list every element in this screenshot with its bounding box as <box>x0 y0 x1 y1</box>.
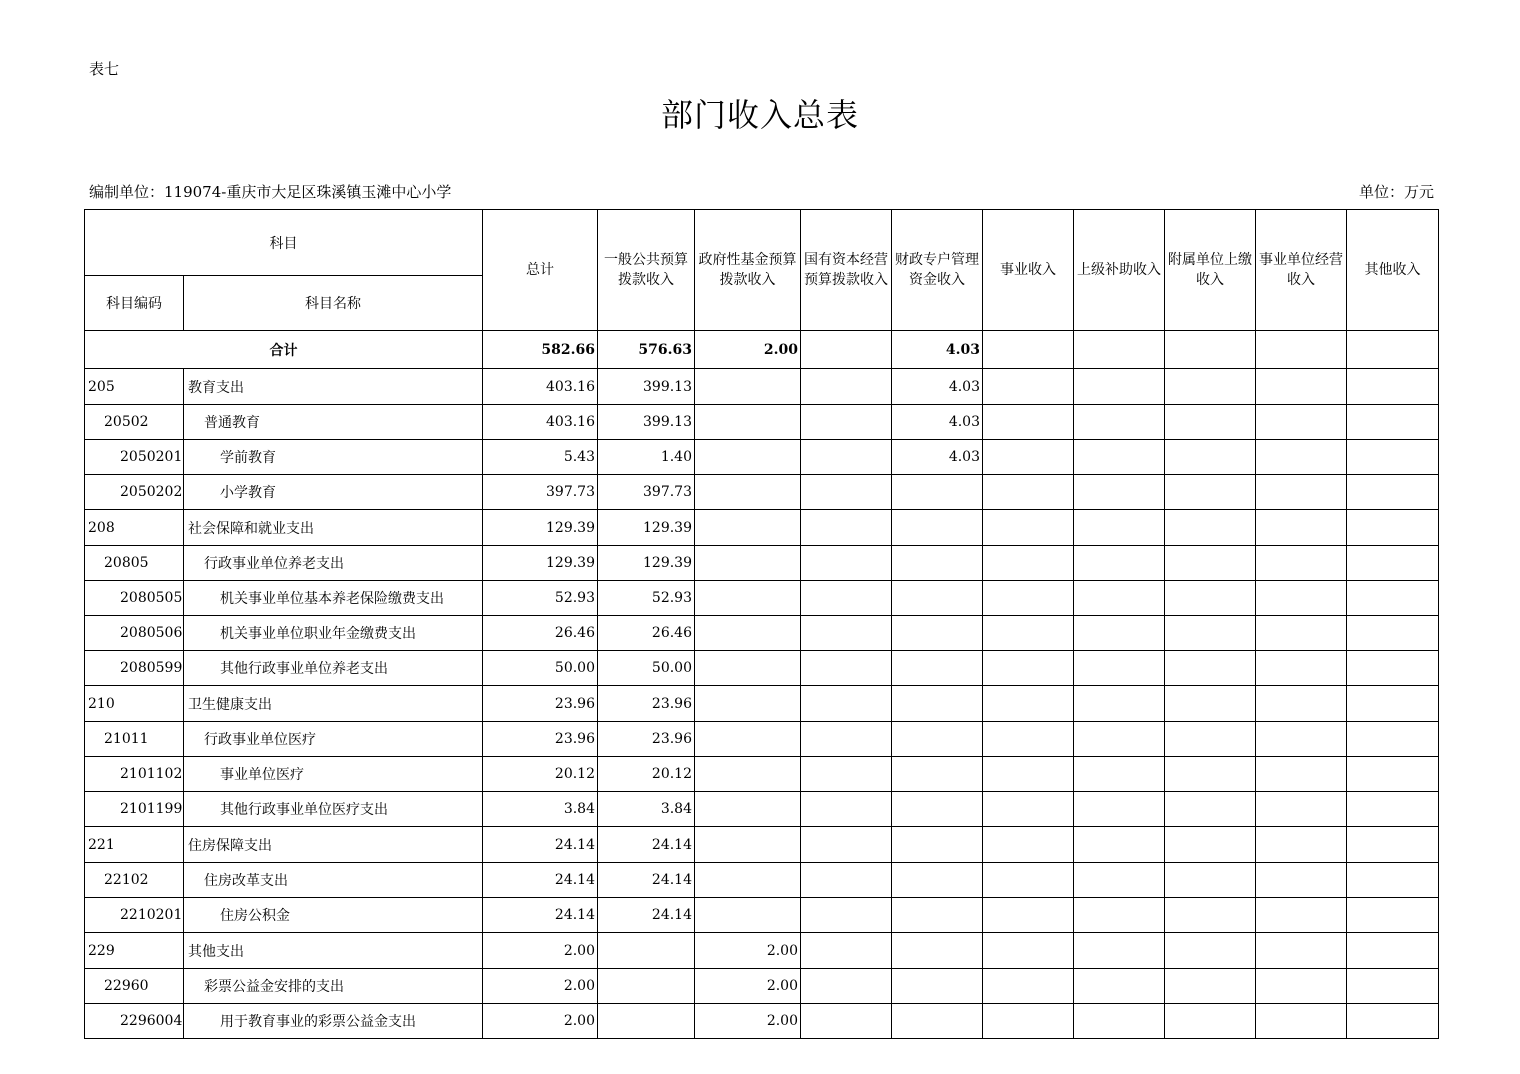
header-gov-fund: 政府性基金预算拨款收入 <box>695 210 801 331</box>
amount-cell-state-capital <box>801 792 892 827</box>
amount-cell-state-capital <box>801 863 892 898</box>
amount-cell-superior <box>1074 898 1165 933</box>
table-row <box>85 510 1439 546</box>
amount-cell-affiliated <box>1165 510 1256 546</box>
total-cell-total: 582.66 <box>483 331 598 369</box>
amount-cell-general: 20.12 <box>598 757 695 792</box>
amount-cell-state-capital <box>801 510 892 546</box>
total-cell-fiscal-special: 4.03 <box>892 331 983 369</box>
amount-cell-general: 23.96 <box>598 722 695 757</box>
table-row <box>85 969 1439 1004</box>
amount-cell-fiscal-special <box>892 475 983 510</box>
amount-cell-total: 403.16 <box>483 405 598 440</box>
subject-name-cell: 住房公积金 <box>184 898 483 933</box>
amount-cell-operating <box>1256 405 1347 440</box>
amount-cell-fiscal-special <box>892 863 983 898</box>
amount-cell-state-capital <box>801 616 892 651</box>
amount-cell-affiliated <box>1165 369 1256 405</box>
amount-cell-superior <box>1074 369 1165 405</box>
table-row <box>85 722 1439 757</box>
amount-cell-general: 399.13 <box>598 369 695 405</box>
amount-cell-other <box>1347 792 1439 827</box>
amount-cell-superior <box>1074 969 1165 1004</box>
amount-cell-affiliated <box>1165 1004 1256 1039</box>
amount-cell-fiscal-special <box>892 898 983 933</box>
amount-cell-general <box>598 933 695 969</box>
header-business-income: 事业收入 <box>983 210 1074 331</box>
amount-cell-affiliated <box>1165 898 1256 933</box>
compiling-unit: 编制单位：119074-重庆市大足区珠溪镇玉滩中心小学 <box>89 183 452 201</box>
amount-cell-operating <box>1256 827 1347 863</box>
subject-name-cell: 学前教育 <box>184 440 483 475</box>
amount-cell-other <box>1347 546 1439 581</box>
amount-cell-fiscal-special: 4.03 <box>892 369 983 405</box>
amount-cell-general: 129.39 <box>598 546 695 581</box>
amount-cell-gov-fund <box>695 616 801 651</box>
subject-code-cell: 2101102 <box>85 757 184 792</box>
amount-cell-other <box>1347 898 1439 933</box>
amount-cell-other <box>1347 651 1439 686</box>
subject-name-cell: 其他支出 <box>184 933 483 969</box>
amount-cell-business <box>983 792 1074 827</box>
table-row <box>85 686 1439 722</box>
amount-cell-gov-fund <box>695 475 801 510</box>
amount-cell-gov-fund <box>695 757 801 792</box>
amount-cell-gov-fund: 2.00 <box>695 933 801 969</box>
subject-name-cell: 住房保障支出 <box>184 827 483 863</box>
amount-cell-superior <box>1074 475 1165 510</box>
subject-code-cell: 221 <box>85 827 184 863</box>
amount-cell-fiscal-special <box>892 616 983 651</box>
header-total: 总计 <box>483 210 598 331</box>
amount-cell-business <box>983 369 1074 405</box>
header-subject-code: 科目编码 <box>85 276 184 331</box>
amount-cell-operating <box>1256 369 1347 405</box>
table-row <box>85 440 1439 475</box>
subject-code-cell: 205 <box>85 369 184 405</box>
amount-cell-gov-fund <box>695 827 801 863</box>
subject-code-cell: 21011 <box>85 722 184 757</box>
amount-cell-state-capital <box>801 651 892 686</box>
amount-cell-total: 129.39 <box>483 546 598 581</box>
amount-cell-state-capital <box>801 440 892 475</box>
amount-cell-fiscal-special <box>892 651 983 686</box>
amount-cell-business <box>983 1004 1074 1039</box>
amount-cell-operating <box>1256 722 1347 757</box>
amount-cell-affiliated <box>1165 969 1256 1004</box>
amount-cell-superior <box>1074 1004 1165 1039</box>
amount-cell-total: 52.93 <box>483 581 598 616</box>
subject-code-cell: 2050201 <box>85 440 184 475</box>
amount-cell-total: 2.00 <box>483 933 598 969</box>
amount-cell-total: 23.96 <box>483 722 598 757</box>
amount-cell-superior <box>1074 863 1165 898</box>
subject-name-cell: 行政事业单位医疗 <box>184 722 483 757</box>
amount-cell-state-capital <box>801 686 892 722</box>
amount-cell-general: 23.96 <box>598 686 695 722</box>
subject-name-cell: 卫生健康支出 <box>184 686 483 722</box>
amount-cell-affiliated <box>1165 827 1256 863</box>
amount-cell-affiliated <box>1165 440 1256 475</box>
total-cell-business <box>983 331 1074 369</box>
amount-cell-gov-fund <box>695 792 801 827</box>
subject-name-cell: 机关事业单位职业年金缴费支出 <box>184 616 483 651</box>
subject-code-cell: 2296004 <box>85 1004 184 1039</box>
amount-cell-business <box>983 722 1074 757</box>
amount-cell-other <box>1347 440 1439 475</box>
total-cell-state-capital <box>801 331 892 369</box>
amount-cell-superior <box>1074 933 1165 969</box>
amount-cell-other <box>1347 369 1439 405</box>
subject-name-cell: 住房改革支出 <box>184 863 483 898</box>
amount-cell-business <box>983 863 1074 898</box>
amount-cell-operating <box>1256 686 1347 722</box>
amount-cell-other <box>1347 1004 1439 1039</box>
subject-code-cell: 22102 <box>85 863 184 898</box>
amount-cell-general: 52.93 <box>598 581 695 616</box>
amount-cell-operating <box>1256 475 1347 510</box>
table-row <box>85 827 1439 863</box>
table-row <box>85 863 1439 898</box>
subject-code-cell: 2080599 <box>85 651 184 686</box>
amount-cell-business <box>983 475 1074 510</box>
amount-cell-business <box>983 757 1074 792</box>
amount-cell-operating <box>1256 792 1347 827</box>
amount-cell-state-capital <box>801 405 892 440</box>
amount-cell-business <box>983 581 1074 616</box>
currency-unit: 单位：万元 <box>1358 183 1434 201</box>
amount-cell-operating <box>1256 863 1347 898</box>
amount-cell-total: 23.96 <box>483 686 598 722</box>
subject-name-cell: 用于教育事业的彩票公益金支出 <box>184 1004 483 1039</box>
amount-cell-operating <box>1256 933 1347 969</box>
amount-cell-business <box>983 440 1074 475</box>
subject-name-cell: 行政事业单位养老支出 <box>184 546 483 581</box>
amount-cell-superior <box>1074 722 1165 757</box>
total-cell-operating <box>1256 331 1347 369</box>
amount-cell-affiliated <box>1165 686 1256 722</box>
amount-cell-state-capital <box>801 581 892 616</box>
amount-cell-other <box>1347 405 1439 440</box>
amount-cell-operating <box>1256 898 1347 933</box>
amount-cell-operating <box>1256 757 1347 792</box>
amount-cell-business <box>983 405 1074 440</box>
table-number: 表七 <box>89 60 120 78</box>
amount-cell-fiscal-special <box>892 969 983 1004</box>
subject-code-cell: 2050202 <box>85 475 184 510</box>
amount-cell-general <box>598 1004 695 1039</box>
amount-cell-business <box>983 827 1074 863</box>
amount-cell-operating <box>1256 651 1347 686</box>
amount-cell-total: 403.16 <box>483 369 598 405</box>
income-table <box>84 209 1439 1039</box>
table-row <box>85 933 1439 969</box>
amount-cell-general: 129.39 <box>598 510 695 546</box>
amount-cell-fiscal-special <box>892 546 983 581</box>
amount-cell-fiscal-special <box>892 722 983 757</box>
subject-name-cell: 机关事业单位基本养老保险缴费支出 <box>184 581 483 616</box>
amount-cell-gov-fund <box>695 510 801 546</box>
amount-cell-business <box>983 616 1074 651</box>
amount-cell-gov-fund <box>695 686 801 722</box>
amount-cell-affiliated <box>1165 757 1256 792</box>
header-superior-subsidy: 上级补助收入 <box>1074 210 1165 331</box>
amount-cell-business <box>983 686 1074 722</box>
amount-cell-state-capital <box>801 1004 892 1039</box>
amount-cell-fiscal-special <box>892 757 983 792</box>
total-cell-general: 576.63 <box>598 331 695 369</box>
total-label: 合计 <box>85 331 483 369</box>
amount-cell-general: 1.40 <box>598 440 695 475</box>
amount-cell-superior <box>1074 616 1165 651</box>
amount-cell-affiliated <box>1165 933 1256 969</box>
amount-cell-other <box>1347 686 1439 722</box>
amount-cell-superior <box>1074 440 1165 475</box>
amount-cell-business <box>983 933 1074 969</box>
amount-cell-superior <box>1074 757 1165 792</box>
amount-cell-fiscal-special <box>892 581 983 616</box>
amount-cell-superior <box>1074 510 1165 546</box>
amount-cell-gov-fund: 2.00 <box>695 969 801 1004</box>
subject-code-cell: 2101199 <box>85 792 184 827</box>
amount-cell-superior <box>1074 546 1165 581</box>
amount-cell-fiscal-special: 4.03 <box>892 405 983 440</box>
amount-cell-other <box>1347 969 1439 1004</box>
amount-cell-gov-fund <box>695 405 801 440</box>
amount-cell-gov-fund <box>695 440 801 475</box>
amount-cell-state-capital <box>801 757 892 792</box>
table-row <box>85 369 1439 405</box>
amount-cell-general: 24.14 <box>598 863 695 898</box>
amount-cell-operating <box>1256 616 1347 651</box>
amount-cell-operating <box>1256 969 1347 1004</box>
amount-cell-state-capital <box>801 898 892 933</box>
amount-cell-general: 399.13 <box>598 405 695 440</box>
subject-code-cell: 20805 <box>85 546 184 581</box>
amount-cell-fiscal-special <box>892 792 983 827</box>
amount-cell-affiliated <box>1165 722 1256 757</box>
subject-name-cell: 普通教育 <box>184 405 483 440</box>
amount-cell-superior <box>1074 405 1165 440</box>
amount-cell-operating <box>1256 1004 1347 1039</box>
amount-cell-affiliated <box>1165 581 1256 616</box>
amount-cell-gov-fund: 2.00 <box>695 1004 801 1039</box>
amount-cell-fiscal-special <box>892 827 983 863</box>
amount-cell-total: 24.14 <box>483 863 598 898</box>
amount-cell-superior <box>1074 651 1165 686</box>
table-row <box>85 581 1439 616</box>
table-row <box>85 898 1439 933</box>
amount-cell-business <box>983 546 1074 581</box>
header-subject: 科目 <box>85 210 483 276</box>
amount-cell-operating <box>1256 440 1347 475</box>
table-row <box>85 616 1439 651</box>
amount-cell-business <box>983 510 1074 546</box>
amount-cell-other <box>1347 757 1439 792</box>
subject-code-cell: 208 <box>85 510 184 546</box>
amount-cell-fiscal-special <box>892 686 983 722</box>
amount-cell-state-capital <box>801 933 892 969</box>
subject-name-cell: 彩票公益金安排的支出 <box>184 969 483 1004</box>
amount-cell-gov-fund <box>695 863 801 898</box>
subject-code-cell: 2080505 <box>85 581 184 616</box>
total-cell-affiliated <box>1165 331 1256 369</box>
amount-cell-total: 5.43 <box>483 440 598 475</box>
amount-cell-other <box>1347 827 1439 863</box>
amount-cell-fiscal-special <box>892 1004 983 1039</box>
amount-cell-total: 2.00 <box>483 969 598 1004</box>
amount-cell-other <box>1347 510 1439 546</box>
table-row <box>85 1004 1439 1039</box>
amount-cell-total: 397.73 <box>483 475 598 510</box>
amount-cell-gov-fund <box>695 581 801 616</box>
subject-code-cell: 2210201 <box>85 898 184 933</box>
amount-cell-business <box>983 969 1074 1004</box>
amount-cell-superior <box>1074 792 1165 827</box>
header-operating-income: 事业单位经营收入 <box>1256 210 1347 331</box>
amount-cell-affiliated <box>1165 405 1256 440</box>
subject-name-cell: 社会保障和就业支出 <box>184 510 483 546</box>
amount-cell-operating <box>1256 546 1347 581</box>
subject-name-cell: 其他行政事业单位医疗支出 <box>184 792 483 827</box>
amount-cell-operating <box>1256 510 1347 546</box>
amount-cell-superior <box>1074 581 1165 616</box>
amount-cell-fiscal-special: 4.03 <box>892 440 983 475</box>
amount-cell-gov-fund <box>695 546 801 581</box>
amount-cell-affiliated <box>1165 546 1256 581</box>
table-row <box>85 757 1439 792</box>
amount-cell-total: 50.00 <box>483 651 598 686</box>
table-row <box>85 546 1439 581</box>
header-general-budget: 一般公共预算拨款收入 <box>598 210 695 331</box>
amount-cell-general: 24.14 <box>598 898 695 933</box>
amount-cell-total: 24.14 <box>483 898 598 933</box>
subject-name-cell: 事业单位医疗 <box>184 757 483 792</box>
amount-cell-total: 26.46 <box>483 616 598 651</box>
amount-cell-state-capital <box>801 369 892 405</box>
amount-cell-total: 3.84 <box>483 792 598 827</box>
amount-cell-affiliated <box>1165 792 1256 827</box>
amount-cell-fiscal-special <box>892 933 983 969</box>
amount-cell-gov-fund <box>695 369 801 405</box>
header-fiscal-special: 财政专户管理资金收入 <box>892 210 983 331</box>
amount-cell-affiliated <box>1165 863 1256 898</box>
total-cell-gov-fund: 2.00 <box>695 331 801 369</box>
table-row <box>85 792 1439 827</box>
total-cell-superior <box>1074 331 1165 369</box>
subject-code-cell: 210 <box>85 686 184 722</box>
amount-cell-state-capital <box>801 827 892 863</box>
amount-cell-business <box>983 898 1074 933</box>
amount-cell-other <box>1347 933 1439 969</box>
amount-cell-affiliated <box>1165 616 1256 651</box>
header-subject-name: 科目名称 <box>184 276 483 331</box>
amount-cell-state-capital <box>801 969 892 1004</box>
amount-cell-other <box>1347 616 1439 651</box>
amount-cell-gov-fund <box>695 898 801 933</box>
header-affiliated-income: 附属单位上缴收入 <box>1165 210 1256 331</box>
amount-cell-general: 397.73 <box>598 475 695 510</box>
subject-code-cell: 2080506 <box>85 616 184 651</box>
subject-name-cell: 小学教育 <box>184 475 483 510</box>
total-row <box>85 331 1439 369</box>
amount-cell-business <box>983 651 1074 686</box>
amount-cell-other <box>1347 722 1439 757</box>
total-cell-other <box>1347 331 1439 369</box>
amount-cell-general: 50.00 <box>598 651 695 686</box>
amount-cell-gov-fund <box>695 722 801 757</box>
table-row <box>85 475 1439 510</box>
amount-cell-affiliated <box>1165 651 1256 686</box>
page-title: 部门收入总表 <box>660 96 859 134</box>
subject-name-cell: 教育支出 <box>184 369 483 405</box>
header-other-income: 其他收入 <box>1347 210 1439 331</box>
amount-cell-other <box>1347 475 1439 510</box>
amount-cell-general <box>598 969 695 1004</box>
subject-name-cell: 其他行政事业单位养老支出 <box>184 651 483 686</box>
amount-cell-other <box>1347 863 1439 898</box>
amount-cell-state-capital <box>801 546 892 581</box>
subject-code-cell: 229 <box>85 933 184 969</box>
amount-cell-fiscal-special <box>892 510 983 546</box>
amount-cell-general: 3.84 <box>598 792 695 827</box>
amount-cell-gov-fund <box>695 651 801 686</box>
amount-cell-operating <box>1256 581 1347 616</box>
amount-cell-state-capital <box>801 722 892 757</box>
amount-cell-general: 26.46 <box>598 616 695 651</box>
amount-cell-state-capital <box>801 475 892 510</box>
subject-code-cell: 20502 <box>85 405 184 440</box>
amount-cell-total: 20.12 <box>483 757 598 792</box>
amount-cell-superior <box>1074 827 1165 863</box>
amount-cell-total: 24.14 <box>483 827 598 863</box>
amount-cell-general: 24.14 <box>598 827 695 863</box>
table-row <box>85 651 1439 686</box>
amount-cell-other <box>1347 581 1439 616</box>
amount-cell-total: 2.00 <box>483 1004 598 1039</box>
subject-code-cell: 22960 <box>85 969 184 1004</box>
header-state-capital: 国有资本经营预算拨款收入 <box>801 210 892 331</box>
table-row <box>85 405 1439 440</box>
amount-cell-affiliated <box>1165 475 1256 510</box>
amount-cell-superior <box>1074 686 1165 722</box>
amount-cell-total: 129.39 <box>483 510 598 546</box>
